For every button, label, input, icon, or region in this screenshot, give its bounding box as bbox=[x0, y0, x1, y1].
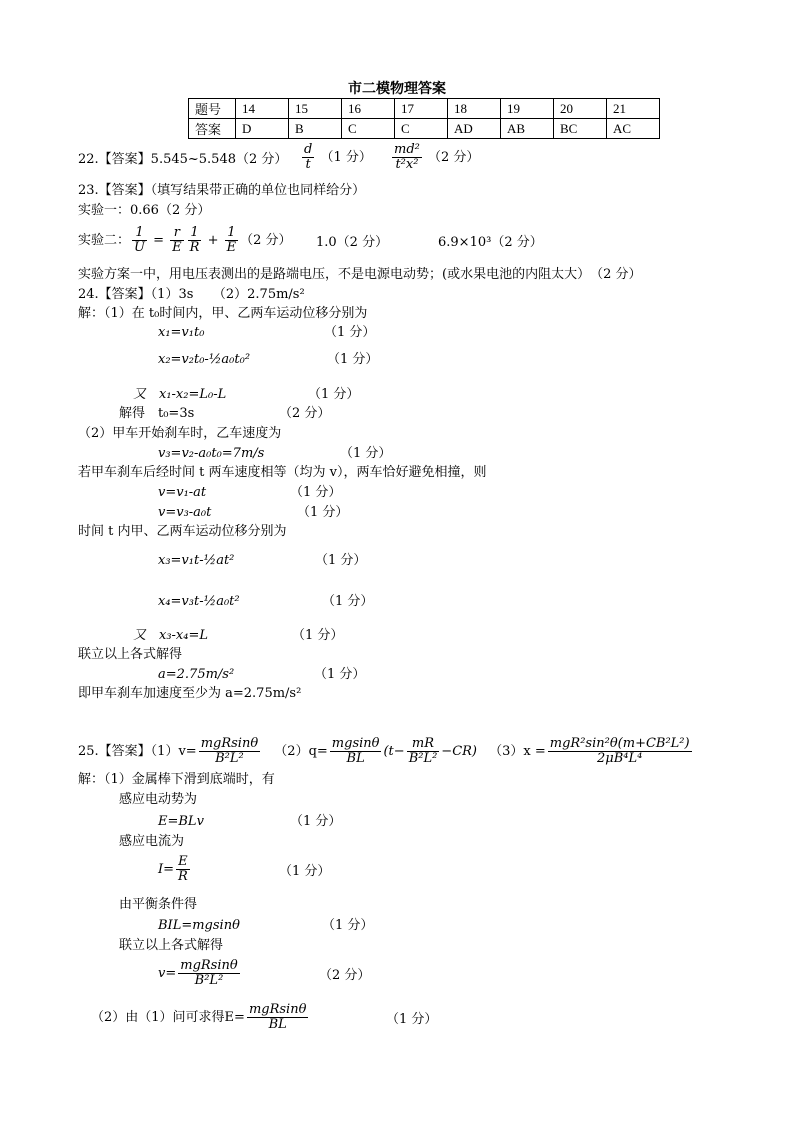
q25-line: （2）由（1）问可求得E= $\frac{\text{mgRsinθ}}{BL}$ bbox=[91, 1002, 307, 1032]
exp2-score: （2 分） bbox=[240, 233, 292, 248]
q24-eq: 又 x₃-x₄=L bbox=[133, 628, 209, 643]
q22-prefix: 22.【答案】5.545~5.548（2 分） bbox=[78, 152, 288, 167]
q24-score: （2 分） bbox=[279, 406, 331, 421]
q24-score: （1 分） bbox=[315, 553, 367, 568]
table-cell: 19 bbox=[501, 99, 554, 119]
q25-score: （1 分） bbox=[290, 814, 342, 829]
q24-score: （1 分） bbox=[322, 594, 374, 609]
q24-score: （1 分） bbox=[340, 446, 392, 461]
q24-score: （1 分） bbox=[327, 352, 379, 367]
table-cell: 17 bbox=[395, 99, 448, 119]
q24-eq: v=v₃-a₀t bbox=[158, 505, 212, 520]
q24-eq: x₂=v₂t₀-½a₀t₀² bbox=[158, 352, 251, 367]
q24-eq: a=2.75m/s² bbox=[158, 667, 235, 682]
q24-score: （1 分） bbox=[324, 325, 376, 340]
q23-exp1: 实验一：0.66（2 分） bbox=[78, 203, 211, 218]
exp2-value-2: 1.0（2 分） bbox=[316, 235, 389, 250]
q24-score: （1 分） bbox=[290, 485, 342, 500]
table-cell: 16 bbox=[342, 99, 395, 119]
q22-score-1: （1 分） bbox=[320, 150, 372, 165]
q24-score: （1 分） bbox=[314, 667, 366, 682]
table-cell: 15 bbox=[289, 99, 342, 119]
exp2-label: 实验二： bbox=[78, 233, 131, 248]
exp2-value-3: 6.9×10³（2 分） bbox=[438, 235, 543, 250]
q25-line: 感应电流为 bbox=[119, 834, 185, 849]
q25-eq: BIL=mgsinθ bbox=[158, 918, 240, 933]
q22-score-2: （2 分） bbox=[428, 150, 480, 165]
table-cell: 14 bbox=[236, 99, 289, 119]
q24-line: 时间 t 内甲、乙两车运动位移分别为 bbox=[78, 524, 287, 539]
q24-score: （1 分） bbox=[308, 387, 360, 402]
fraction-denominator: t²x² bbox=[395, 157, 419, 172]
table-cell: C bbox=[342, 119, 395, 139]
table-row bbox=[189, 119, 660, 139]
q22-fraction-1 bbox=[300, 143, 372, 172]
q24-line: 联立以上各式解得 bbox=[78, 647, 183, 662]
q23-plan: 实验方案一中，用电压表测出的是路端电压，不是电源电动势；(或水果电池的内阻太大） （2 分） bbox=[78, 267, 642, 282]
q23-prefix: 23.【答案】（填写结果带正确的单位也同样给分） bbox=[78, 183, 366, 198]
q25-answer: 25.【答案】（1）v= $\frac{\text{mgRsinθ}}{\text{B²L²}}$ （2）q= $\frac{mgsin\theta}{BL}$ (t− $\frac{mR}{\text{B²L²}}$ −CR) （3）x = $\frac{\text{mgR²sin²θ(m+CB²L²)}}{\text{2μB⁴L⁴}}$ bbox=[78, 736, 690, 766]
table-cell: 21 bbox=[607, 99, 660, 119]
q25-line: 联立以上各式解得 bbox=[119, 938, 224, 953]
q24-score: （1 分） bbox=[297, 505, 349, 520]
q25-eq: I= $\frac{E}{R}$ bbox=[158, 854, 188, 884]
q24-eq: x₁=v₁t₀ bbox=[158, 325, 205, 340]
q25-score: （2 分） bbox=[319, 968, 371, 983]
table-cell: 18 bbox=[448, 99, 501, 119]
fraction-numerator: md² bbox=[394, 142, 420, 157]
table-cell: 答案 bbox=[189, 119, 236, 139]
q25-part3: （3）x = bbox=[489, 744, 546, 759]
table-row bbox=[189, 99, 660, 119]
fraction-numerator: d bbox=[304, 142, 313, 157]
q24-eq: x₃=v₁t-½at² bbox=[158, 553, 235, 568]
fraction-denominator: t bbox=[305, 157, 311, 172]
q25-score: （1 分） bbox=[279, 864, 331, 879]
table-cell: B bbox=[289, 119, 342, 139]
table-cell: 20 bbox=[554, 99, 607, 119]
table-cell: D bbox=[236, 119, 289, 139]
table-cell: C bbox=[395, 119, 448, 139]
q22-fraction-2 bbox=[390, 143, 479, 172]
answer-table bbox=[188, 98, 660, 139]
q25-eq: v= $\frac{\text{mgRsinθ}}{\text{B²L²}}$ bbox=[158, 958, 238, 988]
q24-eq: v=v₁-at bbox=[158, 485, 207, 500]
table-cell: BC bbox=[554, 119, 607, 139]
table-cell: AC bbox=[607, 119, 660, 139]
q23-exp2: 实验二： $\frac{1}{U}$ = $\frac{r}{E}$ $\frac{1}{R}$ + $\frac{1}{E}$ （2 分） bbox=[78, 225, 292, 255]
q24-prefix: 24.【答案】（1）3s （2）2.75m/s² bbox=[78, 287, 305, 302]
q25-eq: E=BLv bbox=[158, 814, 204, 829]
q22-answer bbox=[78, 152, 287, 168]
q24-score: （1 分） bbox=[292, 628, 344, 643]
q24-eq: x₄=v₃t-½a₀t² bbox=[158, 594, 240, 609]
page-title: 市二模物理答案 bbox=[348, 81, 446, 97]
q24-line: 即甲车刹车加速度至少为 a=2.75m/s² bbox=[78, 686, 302, 701]
q24-eq: v₃=v₂-a₀t₀=7m/s bbox=[158, 446, 265, 461]
q24-line: 解：（1）在 t₀时间内，甲、乙两车运动位移分别为 bbox=[78, 306, 368, 321]
table-cell: AD bbox=[448, 119, 501, 139]
q25-line: 感应电动势为 bbox=[119, 792, 198, 807]
q25-score: （1 分） bbox=[322, 918, 374, 933]
q25-prefix: 25.【答案】（1）v= bbox=[78, 744, 197, 759]
q24-line: 若甲车刹车后经时间 t 两车速度相等（均为 v），两车恰好避免相撞，则 bbox=[78, 465, 487, 480]
table-cell: AB bbox=[501, 119, 554, 139]
q24-line: （2）甲车开始刹车时，乙车速度为 bbox=[78, 426, 282, 441]
q25-line: 由平衡条件得 bbox=[119, 897, 198, 912]
q24-eq: 解得 t₀=3s bbox=[119, 406, 195, 421]
q25-score: （1 分） bbox=[386, 1012, 438, 1027]
q25-part2: （2）q= bbox=[274, 744, 328, 759]
q24-eq: 又 x₁-x₂=L₀-L bbox=[133, 387, 227, 402]
q25-line: 解：（1）金属棒下滑到底端时，有 bbox=[78, 772, 275, 787]
table-cell: 题号 bbox=[189, 99, 236, 119]
